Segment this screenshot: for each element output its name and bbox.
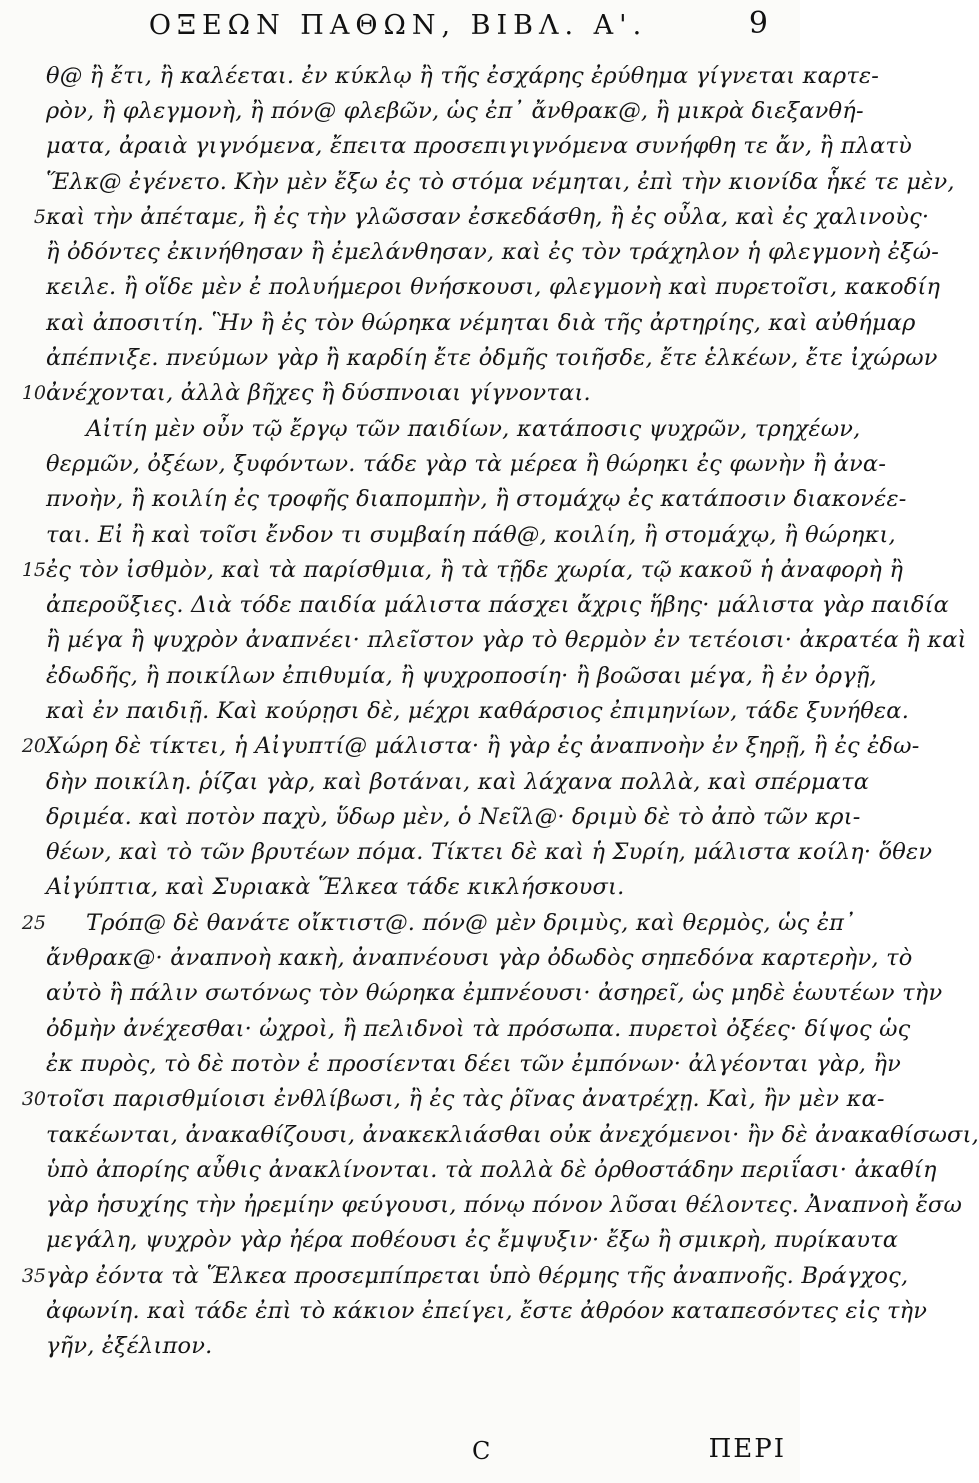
text-line bbox=[0, 587, 950, 622]
line-text: ἀπεροῦξιες. Διὰ τόδε παιδία μάλιστα πάσχει ἄχρις ἥβης· μάλιστα γὰρ παιδία bbox=[46, 592, 950, 619]
text-line bbox=[0, 799, 861, 834]
line-text: ἐκ πυρὸς, τὸ δὲ ποτὸν ἐ προσίενται δέει τῶν ἐμπόνων· ἀλγέονται γὰρ, ἢν bbox=[46, 1050, 902, 1077]
text-line bbox=[0, 1046, 902, 1081]
page-number: 9 bbox=[748, 6, 768, 41]
text-line bbox=[0, 940, 913, 975]
line-text: ἀφωνίη. καὶ τάδε ἐπὶ τὸ κάκιον ἐπείγει, ἔστε ἀθρόον καταπεσόντες εἰς τὴν bbox=[46, 1298, 928, 1325]
text-block bbox=[0, 58, 979, 1364]
line-text: ἄνθρακ@· ἀναπνοὴ κακὴ, ἀναπνέουσι γὰρ ὀδωδὸς σηπεδόνα καρτερὴν, τὸ bbox=[46, 945, 913, 972]
text-line bbox=[0, 411, 861, 446]
text-line bbox=[0, 1082, 885, 1117]
line-text: ρὸν, ἢ φλεγμονὴ, ἢ πόν@ φλεβῶν, ὡς ἐπ᾽ ἄνθρακ@, ἢ μικρὰ διεξανθή- bbox=[46, 97, 864, 124]
catchword: ΠΕΡΙ bbox=[708, 1434, 786, 1464]
text-line bbox=[0, 976, 943, 1011]
line-text: τοῖσι παρισθμίοισι ἐνθλίβωσι, ἢ ἐς τὰς ῥῖνας ἀνατρέχῃ. Καὶ, ἢν μὲν κα- bbox=[46, 1086, 885, 1113]
line-text: δριμέα. καὶ ποτὸν παχὺ, ὕδωρ μὲν, ὁ Νεῖλ@· δριμὺ δὲ τὸ ἀπὸ τῶν κρι- bbox=[46, 803, 861, 830]
text-line bbox=[0, 482, 907, 517]
line-text: γὰρ ἐόντα τὰ Ἕλκεα προσεμπίπρεται ὑπὸ θέρμης τῆς ἀναπνοῆς. Βράγχος, bbox=[46, 1262, 909, 1289]
line-text: μεγάλη, ψυχρὸν γὰρ ἠέρα ποθέουσι ἐς ἔμψυξιν· ἔξω ἢ σμικρὴ, πυρίκαυτα bbox=[46, 1227, 899, 1254]
line-text: θέων, καὶ τὸ τῶν βρυτέων πόμα. Τίκτει δὲ καὶ ἡ Συρίη, μάλιστα κοίλη· ὅθεν bbox=[46, 839, 933, 866]
line-number: 15 bbox=[21, 558, 46, 581]
signature-mark: C bbox=[472, 1437, 491, 1465]
line-text: γῆν, ἐξέλιπον. bbox=[46, 1333, 213, 1360]
line-text: καὶ τὴν ἀπέταμε, ἢ ἐς τὴν γλῶσσαν ἐσκεδάσθη, ἢ ἐς οὖλα, καὶ ἐς χαλινοὺς· bbox=[46, 203, 930, 230]
text-line bbox=[0, 376, 800, 411]
text-line bbox=[0, 305, 916, 340]
line-number: 35 bbox=[21, 1264, 46, 1287]
text-line bbox=[0, 1152, 937, 1187]
text-line bbox=[0, 164, 955, 199]
text-line bbox=[0, 1188, 963, 1223]
line-text: γὰρ ἡσυχίης τὴν ἠρεμίην φεύγουσι, πόνῳ πόνον λῦσαι θέλοντες. Ἀναπνοὴ ἔσω bbox=[46, 1192, 963, 1219]
line-text: τακέωνται, ἀνακαθίζουσι, ἀνακεκλιάσθαι οὐκ ἀνεχόμενοι· ἢν δὲ ἀνακαθίσωσι, bbox=[46, 1121, 979, 1148]
line-text: Αἰγύπτια, καὶ Συριακὰ Ἕλκεα τάδε κικλήσκουσι. bbox=[46, 874, 625, 901]
text-line bbox=[0, 764, 870, 799]
line-number: 30 bbox=[21, 1088, 46, 1111]
line-number: 25 bbox=[21, 911, 46, 934]
line-text: αὐτὸ ἢ πάλιν σωτόνως τὸν θώρηκα ἐμπνέουσι· ἀσηρεῖ, ὡς μηδὲ ἑωυτέων τὴν bbox=[46, 980, 943, 1007]
text-line bbox=[0, 552, 904, 587]
text-line bbox=[0, 835, 933, 870]
text-line bbox=[0, 129, 912, 164]
line-text: καὶ ἀποσιτίη. Ἣν ἢ ἐς τὸν θώρηκα νέμηται διὰ τῆς ἀρτηρίης, καὶ αὐθήμαρ bbox=[46, 309, 916, 336]
text-line bbox=[0, 270, 941, 305]
line-text: ἐδωδῆς, ἢ ποικίλων ἐπιθυμία, ἢ ψυχροποσίη· ἢ βοῶσαι μέγα, ἢ ἐν ὀργῇ, bbox=[46, 662, 877, 689]
line-text: κειλε. ἢ οἵδε μὲν ἐ πολυήμεροι θνήσκουσι, φλεγμονὴ καὶ πυρετοῖσι, κακοδίη bbox=[46, 274, 941, 301]
line-text: ὀδμὴν ἀνέχεσθαι· ὠχροὶ, ἢ πελιδνοὶ τὰ πρόσωπα. πυρετοὶ ὀξέες· δίψος ὡς bbox=[46, 1015, 911, 1042]
line-text: ἐς τὸν ἰσθμὸν, καὶ τὰ παρίσθμια, ἢ τὰ τῇδε χωρία, τῷ κακοῦ ἡ ἀναφορὴ ἢ bbox=[46, 556, 904, 583]
text-line bbox=[0, 93, 864, 128]
text-line bbox=[0, 1293, 928, 1328]
text-line bbox=[0, 58, 880, 93]
line-text: ἢ μέγα ἢ ψυχρὸν ἀναπνέει· πλεῖστον γὰρ τὸ θερμὸν ἐν τετέοισι· ἀκρατέα ἢ καὶ bbox=[46, 627, 967, 654]
running-head: ΟΞΕΩΝ ΠΑΘΩΝ, ΒΙΒΛ. Α'. bbox=[148, 10, 648, 41]
line-text: ἀπέπνιξε. πνεύμων γὰρ ἢ καρδίη ἔτε ὀδμῆς τοιῆσδε, ἔτε ἑλκέων, ἔτε ἰχώρων bbox=[46, 345, 938, 372]
line-text: ματα, ἀραιὰ γιγνόμενα, ἔπειτα προσεπιγιγνόμενα συνήφθη τε ἄν, ἢ πλατὺ bbox=[46, 133, 912, 160]
line-number: 20 bbox=[21, 735, 46, 758]
text-line bbox=[0, 693, 910, 728]
line-number: 10 bbox=[21, 382, 46, 405]
line-text: θ@ ἢ ἔτι, ἢ καλέεται. ἐν κύκλῳ ἢ τῆς ἐσχάρης ἐρύθημα γίγνεται καρτε- bbox=[46, 62, 880, 89]
text-line bbox=[0, 1117, 979, 1152]
line-text: Χώρη δὲ τίκτει, ἡ Αἰγυπτί@ μάλιστα· ἢ γὰρ ἐς ἀναπνοὴν ἐν ξηρῇ, ἢ ἐς ἐδω- bbox=[46, 733, 920, 760]
text-line bbox=[0, 234, 939, 269]
text-line bbox=[0, 446, 887, 481]
text-line bbox=[0, 199, 930, 234]
line-text: ται. Εἰ ἢ καὶ τοῖσι ἔνδον τι συμβαίη πάθ@, κοιλίη, ἢ στομάχῳ, ἢ θώρηκι, bbox=[46, 521, 896, 548]
line-text: ἢ ὀδόντες ἐκινήθησαν ἢ ἐμελάνθησαν, καὶ ἐς τὸν τράχηλον ἡ φλεγμονὴ ἐξώ- bbox=[46, 239, 939, 266]
text-line bbox=[0, 1223, 899, 1258]
line-text: ὑπὸ ἀπορίης αὖθις ἀνακλίνονται. τὰ πολλὰ δὲ ὀρθοστάδην περιΐασι· ἀκαθίη bbox=[46, 1156, 937, 1183]
line-text: Ἕλκ@ ἐγένετο. Κὴν μὲν ἔξω ἐς τὸ στόμα νέμηται, ἐπὶ τὴν κιονίδα ἧκέ τε μὲν, bbox=[46, 168, 955, 195]
text-line bbox=[0, 1329, 800, 1364]
line-text: καὶ ἐν παιδιῇ. Καὶ κούρῃσι δὲ, μέχρι καθάρσιος ἐπιμηνίων, τάδε ξυνήθεα. bbox=[46, 697, 910, 724]
line-text: Τρόπ@ δὲ θανάτε οἴκτιστ@. πόν@ μὲν δριμὺς, καὶ θερμὸς, ὡς ἐπ᾽ bbox=[86, 909, 856, 936]
text-line bbox=[0, 658, 877, 693]
line-text: δὴν ποικίλη. ῥίζαι γὰρ, καὶ βοτάναι, καὶ λάχανα πολλὰ, καὶ σπέρματα bbox=[46, 768, 870, 795]
line-text: Αἰτίη μὲν οὖν τῷ ἔργῳ τῶν παιδίων, κατάποσις ψυχρῶν, τρηχέων, bbox=[86, 415, 861, 442]
text-line bbox=[0, 517, 896, 552]
text-line bbox=[0, 729, 920, 764]
line-text: πνοὴν, ἢ κοιλίη ἐς τροφῆς διαπομπὴν, ἢ στομάχῳ ἐς κατάποσιν διακονέε- bbox=[46, 486, 907, 513]
text-line bbox=[0, 340, 938, 375]
text-line bbox=[0, 1258, 909, 1293]
line-text: θερμῶν, ὀξέων, ξυφόντων. τάδε γὰρ τὰ μέρεα ἢ θώρηκι ἐς φωνὴν ἢ ἀνα- bbox=[46, 450, 887, 477]
text-line bbox=[0, 1011, 911, 1046]
text-line bbox=[0, 623, 967, 658]
line-number: 5 bbox=[33, 205, 46, 228]
text-line bbox=[0, 870, 800, 905]
text-line bbox=[0, 905, 856, 940]
line-text: ἀνέχονται, ἀλλὰ βῆχες ἢ δύσπνοιαι γίγνονται. bbox=[46, 380, 591, 407]
